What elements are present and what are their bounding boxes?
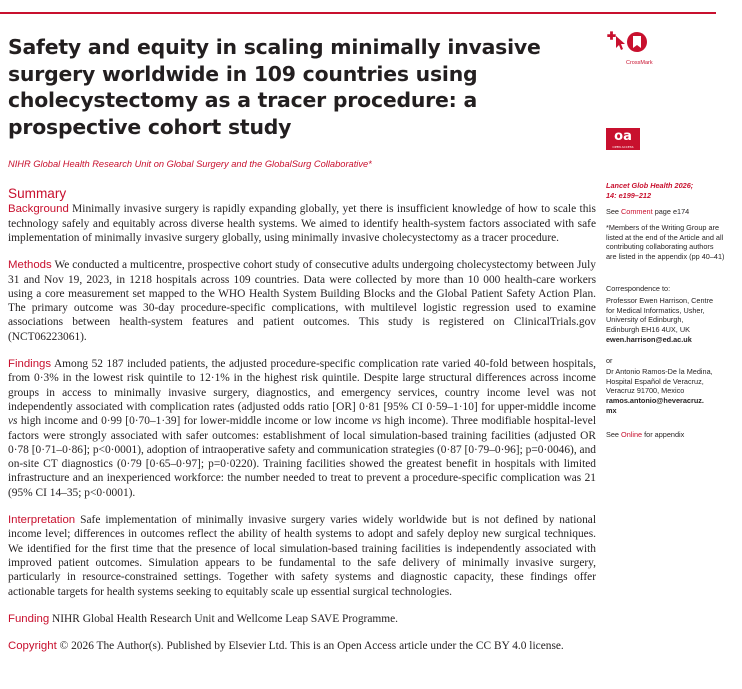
findings-text-1: Among 52 187 included patients, the adjusted procedure-specific complication rate varied 40-fold between hospitals, from 0·3% in the lowest risk quintile to 12·1% in the highest risk quintile. Despite large structural differences across income groups in access to minimally invasive surgery, diagnostics, and emergency services, country income level was not independently associated with complication rates (adjusted odds ratio [OR] 0·81 [95% CI 0·59–1·10] for upper-middle income: [8, 358, 596, 413]
methods-label: Methods: [8, 259, 52, 272]
crossmark-icon: [606, 30, 652, 58]
see-online-pre: See: [606, 430, 619, 439]
interpretation-text: Safe implementation of minimally invasive surgery varies widely worldwide but is not defined by national income level; differences in outcomes reflect the ability of health systems to adopt and safely deploy new surgical techniques. We identified for the first time that the presence of local simulation-based training facilities is independently associated with improved patient outcomes. Simulation appears to be fundamental to the safe delivery of minimally invasive surgery, particularly in resource-constrained settings. Together with safety systems and diagnostic capacity, these findings offer actionable targets for health systems seeking to equitably scale up essential surgical technologies.: [8, 514, 597, 598]
oa-sub: OPEN ACCESS: [612, 145, 634, 149]
citation: [606, 181, 726, 200]
see-online: [606, 430, 726, 440]
background-section: [8, 202, 596, 245]
see-online-post: for appendix: [644, 430, 685, 439]
findings-text-2: high income and 0·99 [0·70–1·39] for lower-middle income or low income: [20, 415, 369, 428]
copyright-label: Copyright: [8, 640, 57, 653]
corr1-line: Professor Ewen Harrison, Centre: [606, 296, 714, 305]
crossmark-label: CrossMark: [626, 60, 653, 66]
findings-section: [8, 357, 596, 500]
funding-label: Funding: [8, 612, 50, 625]
copyright-section: [8, 639, 596, 653]
crossmark-badge[interactable]: [606, 30, 642, 61]
author-line[interactable]: NIHR Global Health Research Unit on Global Surgery and the GlobalSurg Collaborative*: [8, 159, 372, 170]
correspondence-1: [606, 296, 726, 345]
article-main: [8, 34, 596, 653]
open-access-badge: [606, 128, 640, 150]
findings-label: Findings: [8, 358, 52, 371]
findings-vs-2: vs: [371, 415, 382, 428]
comment-link[interactable]: Comment: [621, 207, 653, 216]
corr2-line: Veracruz 91700, Mexico: [606, 386, 685, 396]
citation-line-2: 14: e199–212: [606, 190, 652, 200]
findings-text-3: high income). Three modifiable hospital-level factors were strongly associated with safer outcomes: establishment of local simulation-based training facilities (adjusted OR 0·78 [0·71–0·86]; p<0·0001), adoption of intraoperative safety and communication strategies (0·87 [0·79–0·96]; p=0·0046), and on-site CT diagnostics (0·79 [0·65–0·97]; p=0·0220). Training facilities showed the greatest benefit in hospitals with limited infrastructure and an inexperienced workforce: the number needed to treat to prevent a procedure-specific complication was 21 (95% CI 14–35; p<0·0001).: [8, 415, 596, 499]
see-comment-pre: See: [606, 207, 619, 216]
corr1-line: Edinburgh EH16 4UX, UK: [606, 325, 690, 335]
copyright-text: © 2026 The Author(s). Published by Elsevier Ltd. This is an Open Access article under the CC BY 4.0 license.: [59, 640, 564, 653]
corr2-line: Dr Antonio Ramos-De la Medina,: [606, 367, 713, 376]
see-comment-post: page e174: [654, 207, 690, 216]
corr1-line: University of Edinburgh,: [606, 315, 684, 325]
members-note: *Members of the Writing Group are listed at the end of the Article and all contributing collaborating authors are listed in the appendix (pp 40–41): [606, 223, 725, 262]
background-text: Minimally invasive surgery is rapidly expanding globally, yet there is insufficient knowledge of how to scale this technology safely and equitably across diverse health systems. We aimed to identify health-system factors associated with safe implementation of minimally invasive surgery globally, using minimally invasive cholecystectomy as a tracer procedure.: [8, 203, 596, 244]
methods-text: We conducted a multicentre, prospective cohort study of consecutive adults undergoing cholecystectomy between July 31 and Nov 19, 2023, in 1218 hospitals across 109 countries. Data were collected by more than 10 000 health-care workers using a core measurement set mapped to the WHO Health System Building Blocks and the Global Patient Safety Action Plan. The primary outcome was 30-day procedure-specific complications, with multilevel logistic regression used to examine associations between health-system features and patient outcomes. This study is registered on ClinicalTrials.gov (NCT06223061).: [8, 259, 596, 343]
corr2-email[interactable]: ramos.antonio@heveracruz.mx: [606, 396, 704, 415]
interpretation-section: [8, 513, 596, 599]
funding-section: [8, 612, 596, 626]
corr1-line: for Medical Informatics, Usher,: [606, 305, 705, 315]
oa-label: oa: [614, 129, 632, 144]
correspondence-2: [606, 367, 726, 416]
correspondence-label: Correspondence to:: [606, 284, 671, 293]
findings-vs-1: vs: [8, 415, 18, 428]
citation-line-1: Lancet Glob Health 2026;: [606, 181, 694, 190]
methods-section: [8, 258, 596, 344]
article-title: Safety and equity in scaling minimally invasive surgery worldwide in 109 countries using cholecystectomy as a tracer procedure: a prospective cohort study: [8, 35, 541, 139]
background-label: Background: [8, 203, 69, 216]
summary-heading: Summary: [8, 186, 67, 202]
funding-text: NIHR Global Health Research Unit and Wellcome Leap SAVE Programme.: [52, 612, 399, 625]
top-rule: [0, 12, 716, 14]
or-label: or: [606, 356, 613, 365]
corr2-line: Hospital Español de Veracruz,: [606, 376, 704, 386]
online-link[interactable]: Online: [621, 430, 643, 439]
corr1-email[interactable]: ewen.harrison@ed.ac.uk: [606, 334, 692, 344]
interpretation-label: Interpretation: [8, 514, 76, 527]
see-comment: [606, 207, 726, 217]
